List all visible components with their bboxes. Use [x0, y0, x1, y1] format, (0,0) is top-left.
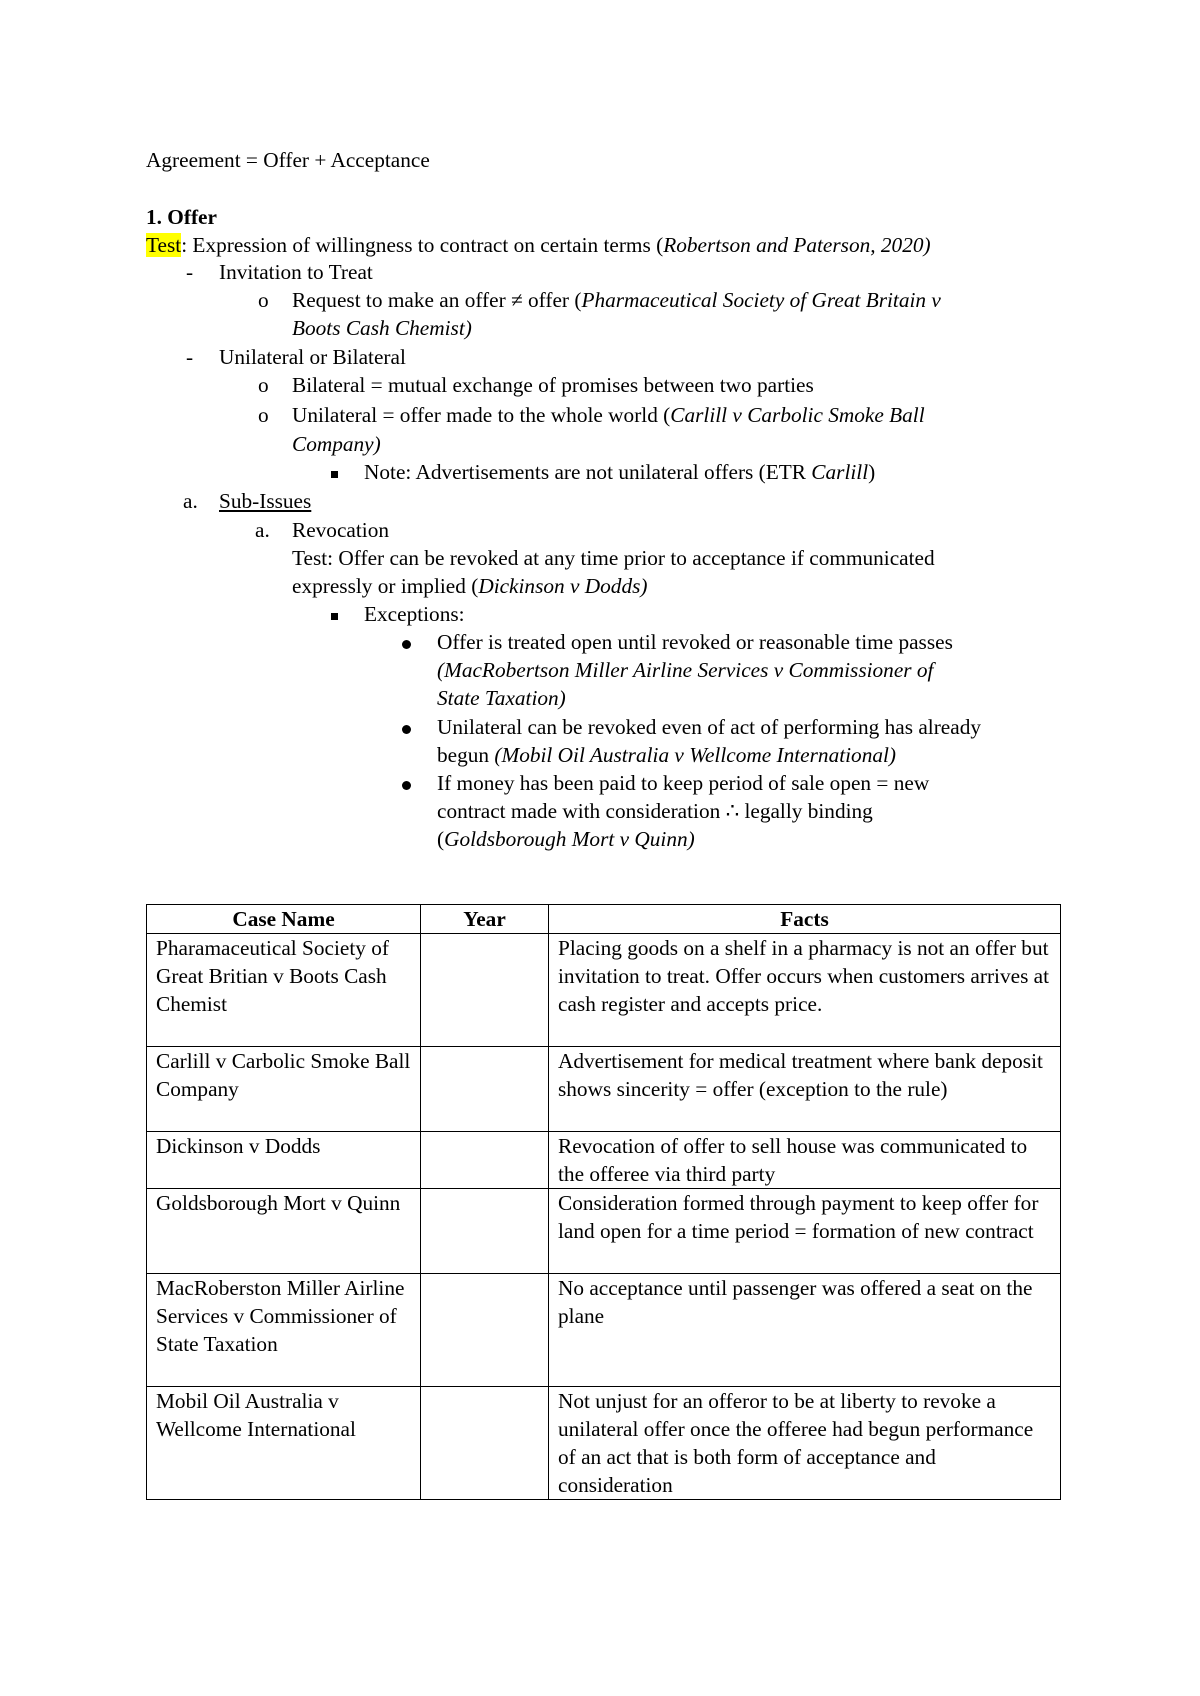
revocation-test: Test: Offer can be revoked at any time prior to acceptance if communicated	[292, 546, 935, 570]
revocation-test-cont	[292, 572, 647, 600]
bilateral-point: Bilateral = mutual exchange of promises between two parties	[292, 373, 814, 397]
note-text: Note: Advertisements are not unilateral offers (ETR	[364, 460, 812, 484]
case-name-cell: Goldsborough Mort v Quinn	[147, 1189, 421, 1274]
case-name-cell: Dickinson v Dodds	[147, 1132, 421, 1189]
circle-bullet: o	[258, 373, 269, 397]
year-cell	[421, 934, 549, 1047]
exception-3-cite	[437, 825, 695, 853]
itt-point	[292, 286, 941, 314]
note-point	[364, 458, 875, 486]
facts-cell: No acceptance until passenger was offered a seat on the plane	[549, 1274, 1061, 1387]
header-case-name: Case Name	[147, 905, 421, 934]
exception-1-cite	[437, 656, 933, 684]
year-cell	[421, 1387, 549, 1500]
revocation-citation: Dickinson v Dodds)	[478, 574, 648, 598]
table-header-row	[147, 905, 1061, 934]
square-bullet	[331, 458, 338, 486]
facts-cell: Not unjust for an offeror to be at liberty to revoke a unilateral offer once the offeree had begun performance of an act that is both form of acceptance and consideration	[549, 1387, 1061, 1500]
facts-cell: Advertisement for medical treatment where bank deposit shows sincerity = offer (exception to the rule)	[549, 1047, 1061, 1132]
itt-citation-cont: Boots Cash Chemist)	[292, 316, 472, 340]
table-row	[147, 1132, 1061, 1189]
exception-2-citation: (Mobil Oil Australia v Wellcome International)	[494, 743, 897, 767]
note-citation: Carlill	[811, 460, 869, 484]
agreement-heading: Agreement = Offer + Acceptance	[146, 148, 430, 172]
revocation-heading: Revocation	[292, 518, 389, 542]
invitation-to-treat: Invitation to Treat	[219, 260, 373, 284]
year-cell	[421, 1189, 549, 1274]
revocation-marker: a.	[255, 518, 270, 542]
test-text: : Expression of willingness to contract on certain terms (	[181, 233, 664, 257]
table-row	[147, 1189, 1061, 1274]
cases-table	[146, 904, 1061, 1500]
exception-1-cite-cont	[437, 684, 566, 712]
dot-bullet	[402, 713, 411, 741]
unilateral-point	[292, 401, 925, 429]
dot-bullet	[402, 769, 411, 797]
unilateral-or-bilateral: Unilateral or Bilateral	[219, 345, 406, 369]
case-name-cell: Carlill v Carbolic Smoke Ball Company	[147, 1047, 421, 1132]
unilateral-citation-cont: Company)	[292, 432, 381, 456]
unilateral-text: Unilateral = offer made to the whole world (	[292, 403, 671, 427]
dash-bullet: -	[186, 345, 194, 369]
year-cell	[421, 1274, 549, 1387]
circle-bullet: o	[258, 288, 269, 312]
header-facts: Facts	[549, 905, 1061, 934]
itt-point-cont	[292, 314, 472, 342]
exceptions-heading: Exceptions:	[364, 602, 465, 626]
case-name-cell: Mobil Oil Australia v Wellcome International	[147, 1387, 421, 1500]
unilateral-point-cont	[292, 430, 381, 458]
exception-2-text: begun	[437, 743, 495, 767]
itt-citation: Pharmaceutical Society of Great Britain v	[581, 288, 941, 312]
table-row	[147, 1274, 1061, 1387]
case-name-cell: Pharamaceutical Society of Great Britian v Boots Cash Chemist	[147, 934, 421, 1047]
exception-3-cont: contract made with consideration ∴ legally binding	[437, 799, 873, 823]
exception-3-open: (	[437, 827, 445, 851]
exception-1-citation: (MacRobertson Miller Airline Services v Commissioner of	[437, 658, 934, 682]
year-cell	[421, 1047, 549, 1132]
exception-3-citation: Goldsborough Mort v Quinn)	[444, 827, 695, 851]
exception-1-citation-cont: State Taxation)	[437, 686, 566, 710]
facts-cell: Placing goods on a shelf in a pharmacy is not an offer but invitation to treat. Offer occurs when customers arrives at cash register and accepts price.	[549, 934, 1061, 1047]
exception-3: If money has been paid to keep period of sale open = new	[437, 771, 930, 795]
square-bullet	[331, 600, 338, 628]
test-label: Test	[146, 233, 182, 257]
table-row	[147, 934, 1061, 1047]
facts-cell: Revocation of offer to sell house was communicated to the offeree via third party	[549, 1132, 1061, 1189]
table-row	[147, 1387, 1061, 1500]
year-cell	[421, 1132, 549, 1189]
revocation-test-text: expressly or implied (	[292, 574, 479, 598]
header-year: Year	[421, 905, 549, 934]
dash-bullet: -	[186, 260, 194, 284]
section-title: 1. Offer	[146, 205, 217, 229]
dot-bullet	[402, 628, 411, 656]
test-citation: Robertson and Paterson, 2020)	[663, 233, 931, 257]
note-close: )	[868, 460, 876, 484]
exception-2-cont	[437, 741, 896, 769]
table-row	[147, 1047, 1061, 1132]
offer-test-line	[146, 231, 931, 259]
unilateral-citation: Carlill v Carbolic Smoke Ball	[670, 403, 925, 427]
sub-issues-marker: a.	[183, 489, 198, 513]
facts-cell: Consideration formed through payment to keep offer for land open for a time period = formation of new contract	[549, 1189, 1061, 1274]
sub-issues-heading: Sub-Issues	[219, 489, 312, 513]
circle-bullet: o	[258, 403, 269, 427]
exception-1: Offer is treated open until revoked or reasonable time passes	[437, 630, 953, 654]
case-name-cell: MacRoberston Miller Airline Services v Commissioner of State Taxation	[147, 1274, 421, 1387]
exception-2: Unilateral can be revoked even of act of performing has already	[437, 715, 981, 739]
itt-point-text: Request to make an offer ≠ offer (	[292, 288, 582, 312]
